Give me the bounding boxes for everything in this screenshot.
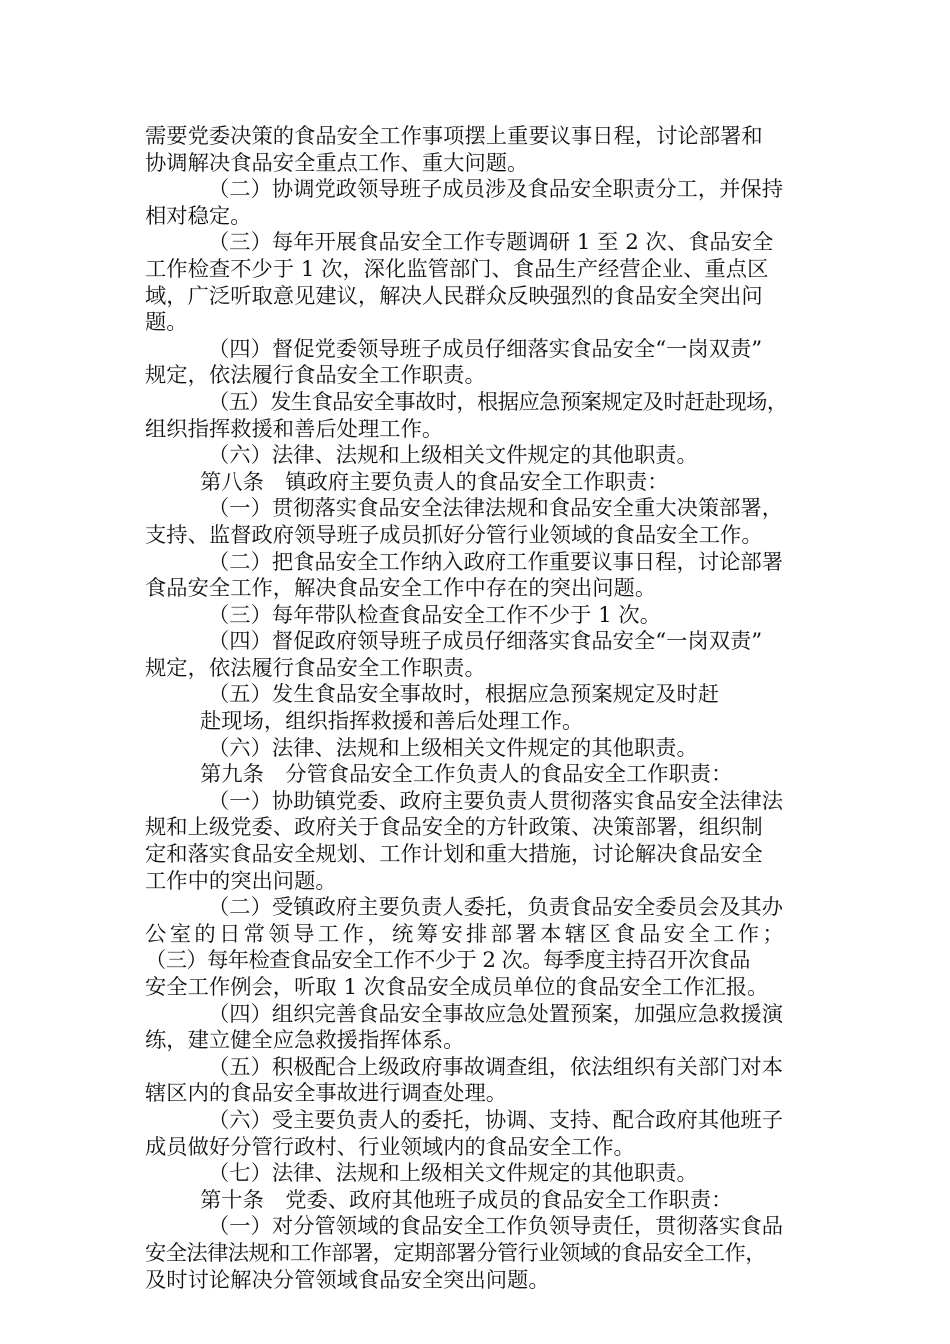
text-line: 支持、监督政府领导班子成员抓好分管行业领域的食品安全工作。: [145, 522, 763, 548]
article-heading: 第十条 党委、政府其他班子成员的食品安全工作职责：: [200, 1187, 733, 1213]
text-line: 域，广泛听取意见建议，解决人民群众反映强烈的食品安全突出问: [145, 283, 763, 309]
text-line: 及时讨论解决分管领域食品安全突出问题。: [145, 1267, 550, 1293]
text-line: （五）发生食品安全事故时，根据应急预案规定及时赶: [208, 682, 720, 708]
article-heading: 第八条 镇政府主要负责人的食品安全工作职责：: [200, 469, 669, 495]
text-line: 相对稳定。: [145, 203, 252, 229]
text-line: （一）协助镇党委、政府主要负责人贯彻落实食品安全法律法: [208, 788, 784, 814]
text-line: 规定，依法履行食品安全工作职责。: [145, 363, 486, 389]
text-line: （三）每年带队检查食品安全工作不少于 1 次。: [208, 602, 662, 628]
text-line: 成员做好分管行政村、行业领域内的食品安全工作。: [145, 1134, 635, 1160]
text-line: （四）督促党委领导班子成员仔细落实食品安全“一岗双责”: [208, 336, 763, 362]
text-line: 工作检查不少于 1 次，深化监管部门、食品生产经营企业、重点区: [145, 256, 769, 282]
text-line: 需要党委决策的食品安全工作事项摆上重要议事日程，讨论部署和: [145, 124, 763, 149]
text-line: （一）贯彻落实食品安全法律法规和食品安全重大决策部署，: [208, 496, 784, 522]
text-line: （二）受镇政府主要负责人委托，负责食品安全委员会及其办: [208, 895, 784, 921]
text-line: 协调解决食品安全重点工作、重大问题。: [145, 150, 529, 176]
text-line: （四）督促政府领导班子成员仔细落实食品安全“一岗双责”: [208, 629, 763, 655]
text-line: （三）每年检查食品安全工作不少于 2 次。每季度主持召开次食品: [145, 948, 750, 974]
text-line: 规和上级党委、政府关于食品安全的方针政策、决策部署，组织制: [145, 815, 763, 841]
text-line: 题。: [145, 310, 188, 336]
text-line: 公室的日常领导工作，统筹安排部署本辖区食品安全工作；: [145, 921, 788, 947]
text-line: 定和落实食品安全规划、工作计划和重大措施，讨论解决食品安全: [145, 842, 763, 868]
text-line: （五）积极配合上级政府事故调查组，依法组织有关部门对本: [208, 1054, 784, 1080]
text-line: （五）发生食品安全事故时，根据应急预案规定及时赶赴现场，: [208, 389, 788, 415]
document-body: [145, 124, 807, 1294]
text-line: 练，建立健全应急救援指挥体系。: [145, 1028, 465, 1054]
text-line: （二）把食品安全工作纳入政府工作重要议事日程，讨论部署: [208, 549, 784, 575]
article-heading: 第九条 分管食品安全工作负责人的食品安全工作职责：: [200, 762, 733, 788]
text-line: （六）法律、法规和上级相关文件规定的其他职责。: [208, 735, 698, 761]
text-line: （三）每年开展食品安全工作专题调研 1 至 2 次、食品安全: [208, 230, 774, 256]
text-line: 工作中的突出问题。: [145, 868, 337, 894]
text-line: 安全法律法规和工作部署，定期部署分管行业领域的食品安全工作，: [145, 1240, 766, 1266]
text-line: 组织指挥救援和善后处理工作。: [145, 416, 444, 442]
text-line: （七）法律、法规和上级相关文件规定的其他职责。: [208, 1161, 698, 1187]
text-line: 安全工作例会，听取 1 次食品安全成员单位的食品安全工作汇报。: [145, 975, 769, 1000]
text-line: 规定，依法履行食品安全工作职责。: [145, 655, 486, 681]
text-line: （六）受主要负责人的委托，协调、支持、配合政府其他班子: [208, 1107, 784, 1133]
text-line: 食品安全工作，解决食品安全工作中存在的突出问题。: [145, 576, 657, 602]
text-line: 赴现场，组织指挥救援和善后处理工作。: [200, 709, 584, 735]
text-line: （二）协调党政领导班子成员涉及食品安全职责分工，并保持: [208, 177, 784, 203]
text-line: （一）对分管领域的食品安全工作负领导责任，贯彻落实食品: [208, 1214, 784, 1240]
text-line: （四）组织完善食品安全事故应急处置预案，加强应急救援演: [208, 1001, 784, 1027]
text-line: 辖区内的食品安全事故进行调查处理。: [145, 1081, 508, 1107]
text-line: （六）法律、法规和上级相关文件规定的其他职责。: [208, 443, 698, 469]
